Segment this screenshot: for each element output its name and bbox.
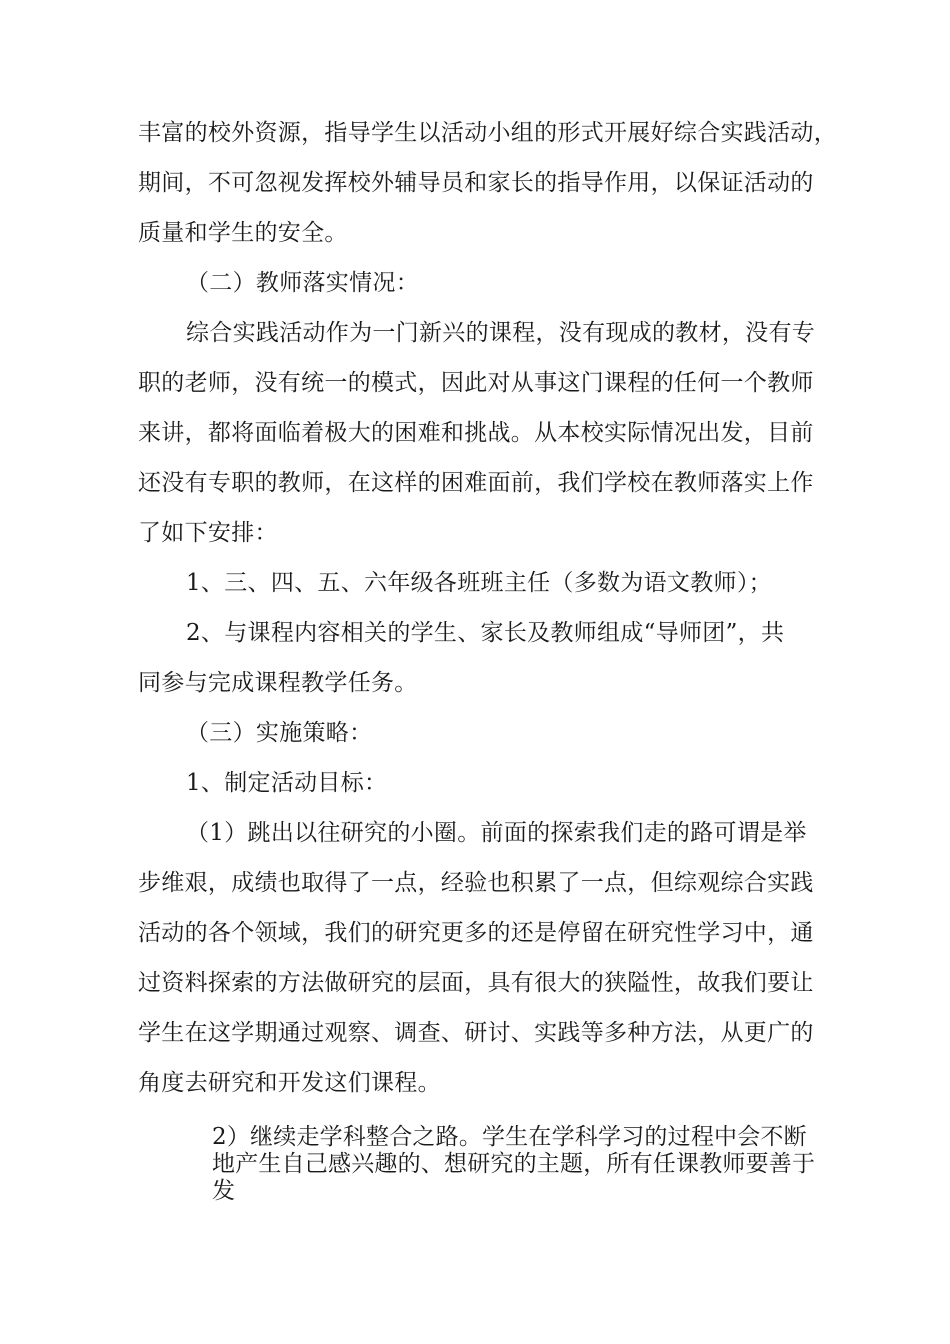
paragraph-line: 2）继续走学科整合之路。学生在学科学习的过程中会不断 bbox=[212, 1124, 807, 1150]
paragraph-line: 地产生自己感兴趣的、想研究的主题，所有任课教师要善于 bbox=[212, 1151, 816, 1177]
paragraph-line: 步维艰，成绩也取得了一点，经验也积累了一点，但综观综合实践 bbox=[138, 870, 814, 896]
paragraph-line: 还没有专职的教师，在这样的困难面前，我们学校在教师落实上作 bbox=[138, 470, 814, 496]
paragraph-line: 角度去研究和开发这们课程。 bbox=[138, 1070, 441, 1096]
paragraph-line: 发 bbox=[212, 1178, 236, 1204]
paragraph-line: 学生在这学期通过观察、调查、研讨、实践等多种方法，从更广的 bbox=[138, 1020, 814, 1046]
paragraph-line: 来讲，都将面临着极大的困难和挑战。从本校实际情况出发，目前 bbox=[138, 420, 814, 446]
subheading: 1、制定活动目标： bbox=[186, 770, 388, 796]
paragraph-line: 期间，不可忽视发挥校外辅导员和家长的指导作用，以保证活动的 bbox=[138, 170, 814, 196]
list-item: 1、三、四、五、六年级各班班主任（多数为语文教师）； bbox=[186, 570, 772, 596]
paragraph-line: 职的老师，没有统一的模式，因此对从事这门课程的任何一个教师 bbox=[138, 370, 814, 396]
paragraph-line: 同参与完成课程教学任务。 bbox=[138, 670, 418, 696]
list-item: 2、与课程内容相关的学生、家长及教师组成“导师团”，共 bbox=[186, 620, 785, 646]
section-heading: （三）实施策略： bbox=[186, 720, 373, 746]
paragraph-line: 了如下安排： bbox=[138, 520, 278, 546]
paragraph-line: 活动的各个领域，我们的研究更多的还是停留在研究性学习中，通 bbox=[138, 920, 814, 946]
paragraph-line: 丰富的校外资源，指导学生以活动小组的形式开展好综合实践活动， bbox=[138, 120, 837, 146]
paragraph-line: 综合实践活动作为一门新兴的课程，没有现成的教材，没有专 bbox=[186, 320, 816, 346]
paragraph-line: 过资料探索的方法做研究的层面，具有很大的狭隘性，故我们要让 bbox=[138, 970, 814, 996]
paragraph-line: （1）跳出以往研究的小圈。前面的探索我们走的路可谓是举 bbox=[186, 820, 807, 846]
section-heading: （二）教师落实情况： bbox=[186, 270, 419, 296]
paragraph-line: 质量和学生的安全。 bbox=[138, 220, 348, 246]
